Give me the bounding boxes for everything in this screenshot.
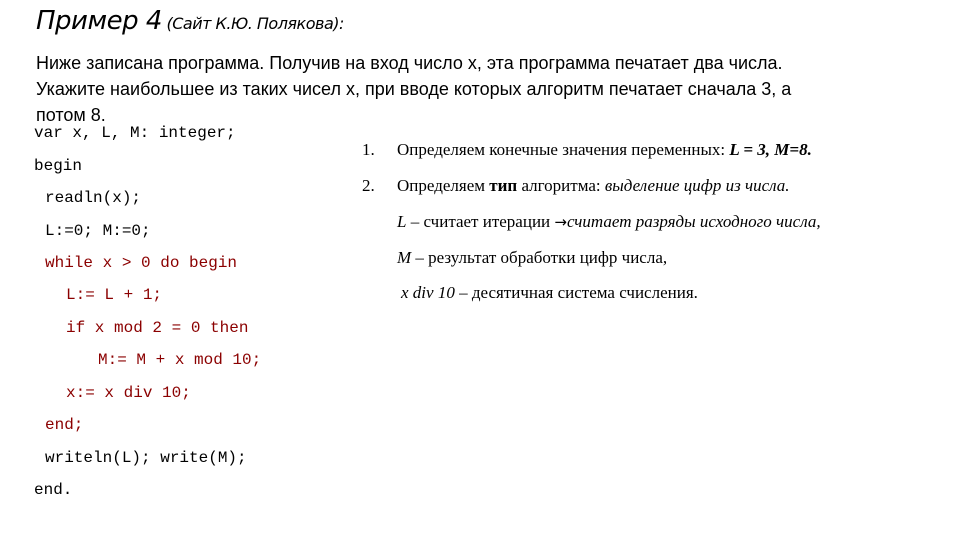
item-text: Определяем конечные значения переменных: (397, 140, 726, 159)
code-line: L:= L + 1; (66, 286, 163, 304)
item-values: L = 3, M=8. (729, 140, 812, 159)
code-line: L:=0; M:=0; (45, 222, 151, 240)
code-line: if x mod 2 = 0 then (66, 319, 249, 337)
item-text: Определяем (397, 176, 485, 195)
code-line: var x, L, M: integer; (34, 124, 236, 142)
code-line: readln(x); (45, 189, 142, 207)
arrow-right-icon: → (554, 213, 567, 231)
code-line: x:= x div 10; (66, 384, 191, 402)
code-line: end; (45, 416, 84, 434)
title-main: Пример 4 (36, 6, 162, 36)
item-text: алгоритма: (521, 176, 601, 195)
code-line: begin (34, 157, 83, 175)
line-text: – результат обработки цифр числа, (415, 248, 668, 267)
line-italic-text: считает разряды исходного числа, (566, 212, 821, 231)
item-bold-text: тип (489, 176, 518, 195)
code-line: M:= M + x mod 10; (98, 351, 262, 369)
var-name: M (397, 248, 412, 267)
slide-title (36, 6, 344, 36)
item-number: 2. (362, 176, 375, 195)
item-number: 1. (362, 140, 375, 159)
item-italic-text: выделение цифр из числа. (604, 176, 790, 195)
title-subtitle: (Сайт К.Ю. Полякова): (166, 14, 344, 33)
line-italic-text: x div 10 (401, 283, 455, 302)
code-line: while x > 0 do begin (45, 254, 238, 272)
line-text: – считает итерации (410, 212, 551, 231)
line-text: – десятичная система счисления. (459, 283, 698, 302)
problem-statement: Ниже записана программа. Получив на вход число x, эта программа печатает два числа. Укажите наибольшее из таких чисел x, при вводе которых алгоритм печатает сначала 3, а потом 8. (36, 53, 792, 125)
code-line: end. (34, 481, 73, 499)
code-line: writeln(L); write(M); (45, 449, 247, 467)
var-name: L (397, 212, 407, 231)
